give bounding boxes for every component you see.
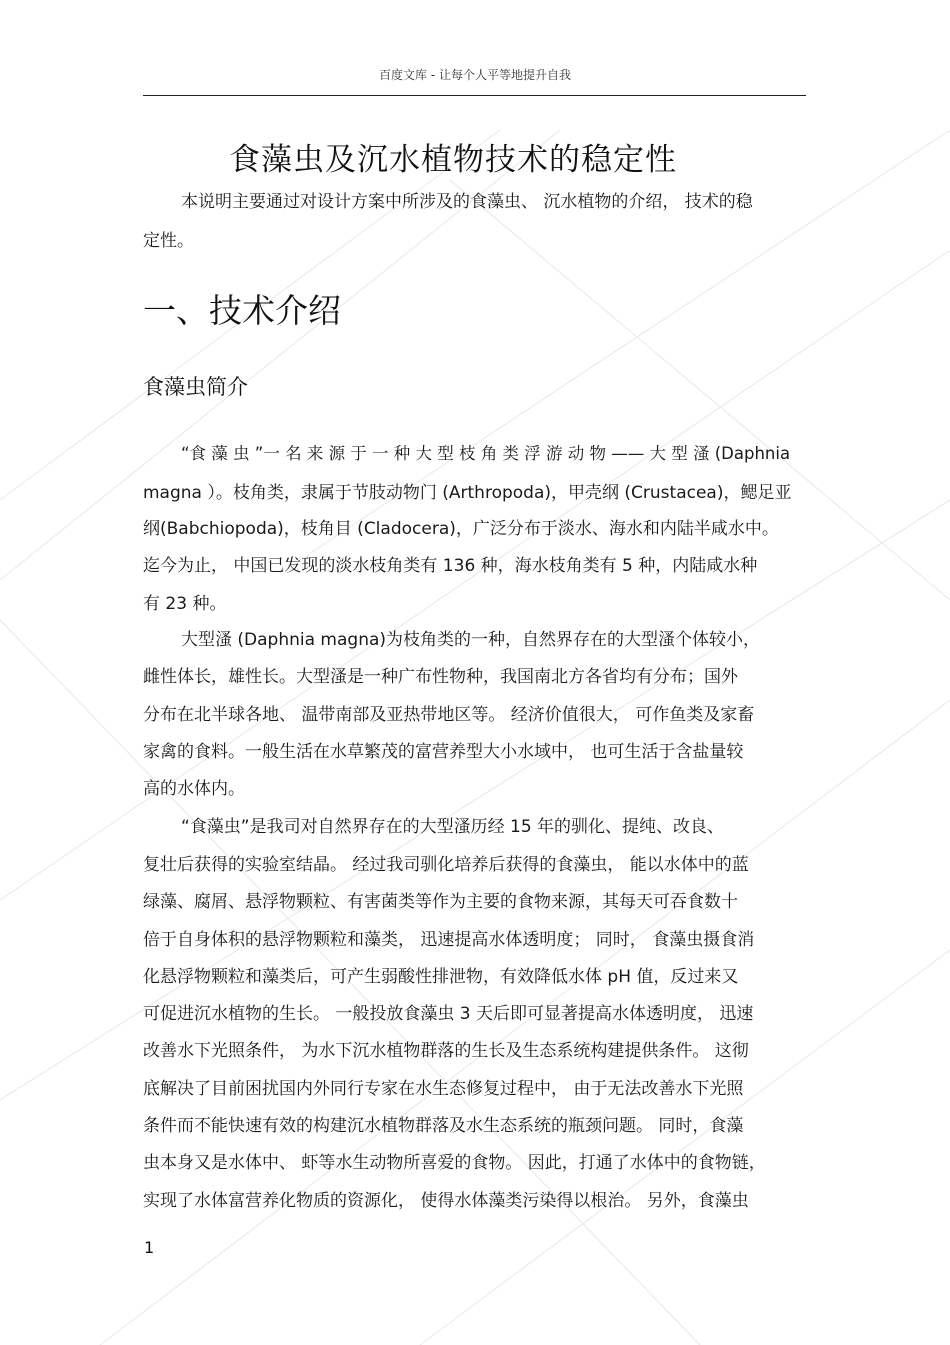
- subsection-heading: 食藻虫简介: [143, 375, 248, 399]
- paragraph-line: 迄今为止， 中国已发现的淡水枝角类有 136 种，海水枝角类有 5 种，内陆咸水种: [143, 556, 758, 576]
- paragraph-line: “食藻虫”是我司对自然界存在的大型溞历经 15 年的驯化、提纯、改良、: [181, 817, 725, 837]
- section-heading: 一、技术介绍: [143, 291, 341, 330]
- paragraph-line: 底解决了目前困扰国内外同行专家在水生态修复过程中， 由于无法改善水下光照: [143, 1079, 744, 1099]
- document-title: 食藻虫及沉水植物技术的稳定性: [229, 142, 677, 178]
- paragraph-line: 家禽的食料。一般生活在水草繁茂的富营养型大小水域中， 也可生活于含盐量较: [143, 742, 744, 762]
- paragraph-line: 倍于自身体积的悬浮物颗粒和藻类， 迅速提高水体透明度； 同时， 食藻虫摄食消: [143, 930, 755, 950]
- paragraph-line: 绿藻、腐屑、悬浮物颗粒、有害菌类等作为主要的食物来源，其每天可吞食数十: [143, 892, 738, 912]
- paragraph-line: 有 23 种。: [143, 594, 227, 614]
- paragraph-line: 化悬浮物颗粒和藻类后，可产生弱酸性排泄物，有效降低水体 pH 值，反过来又: [143, 967, 739, 987]
- page-number: 1: [144, 1238, 155, 1257]
- paragraph-line: 高的水体内。: [143, 779, 245, 799]
- paragraph-line: 实现了水体富营养化物质的资源化， 使得水体藻类污染得以根治。 另外，食藻虫: [143, 1191, 749, 1211]
- paragraph-line: magna ）。枝角类，隶属于节肢动物门 (Arthropoda)，甲壳纲 (Crustacea)，鳃足亚: [143, 483, 792, 503]
- paragraph-line: “食 藻 虫 ”一 名 来 源 于 一 种 大 型 枝 角 类 浮 游 动 物 —— 大 型 溞 (Daphnia: [181, 444, 791, 463]
- paragraph-line: 大型溞 (Daphnia magna)为枝角类的一种，自然界存在的大型溞个体较小，: [181, 630, 761, 650]
- paragraph-line: 虫本身又是水体中、 虾等水生动物所喜爱的食物。 因此，打通了水体中的食物链，: [143, 1153, 766, 1173]
- paragraph-line: 纲(Babchiopoda)，枝角目 (Cladocera)，广泛分布于淡水、海水和内陆半咸水中。: [143, 519, 779, 539]
- paragraph-line: 雌性体长，雄性长。大型溞是一种广布性物种，我国南北方各省均有分布；国外: [143, 667, 738, 687]
- intro-line: 定性。: [143, 231, 194, 251]
- intro-line: 本说明主要通过对设计方案中所涉及的食藻虫、 沉水植物的介绍， 技术的稳: [181, 192, 753, 212]
- paragraph-line: 改善水下光照条件， 为水下沉水植物群落的生长及生态系统构建提供条件。 这彻: [143, 1041, 749, 1061]
- header-divider: [143, 95, 806, 96]
- paragraph-line: 复壮后获得的实验室结晶。 经过我司驯化培养后获得的食藻虫， 能以水体中的蓝: [143, 855, 749, 875]
- paragraph-line: 分布在北半球各地、 温带南部及亚热带地区等。 经济价值很大， 可作鱼类及家畜: [143, 705, 755, 725]
- page-header: 百度文库 - 让每个人平等地提升自我: [379, 68, 571, 82]
- paragraph-line: 可促进沉水植物的生长。 一般投放食藻虫 3 天后即可显著提高水体透明度， 迅速: [143, 1004, 754, 1024]
- paragraph-line: 条件而不能快速有效的构建沉水植物群落及水生态系统的瓶颈问题。 同时，食藻: [143, 1116, 744, 1136]
